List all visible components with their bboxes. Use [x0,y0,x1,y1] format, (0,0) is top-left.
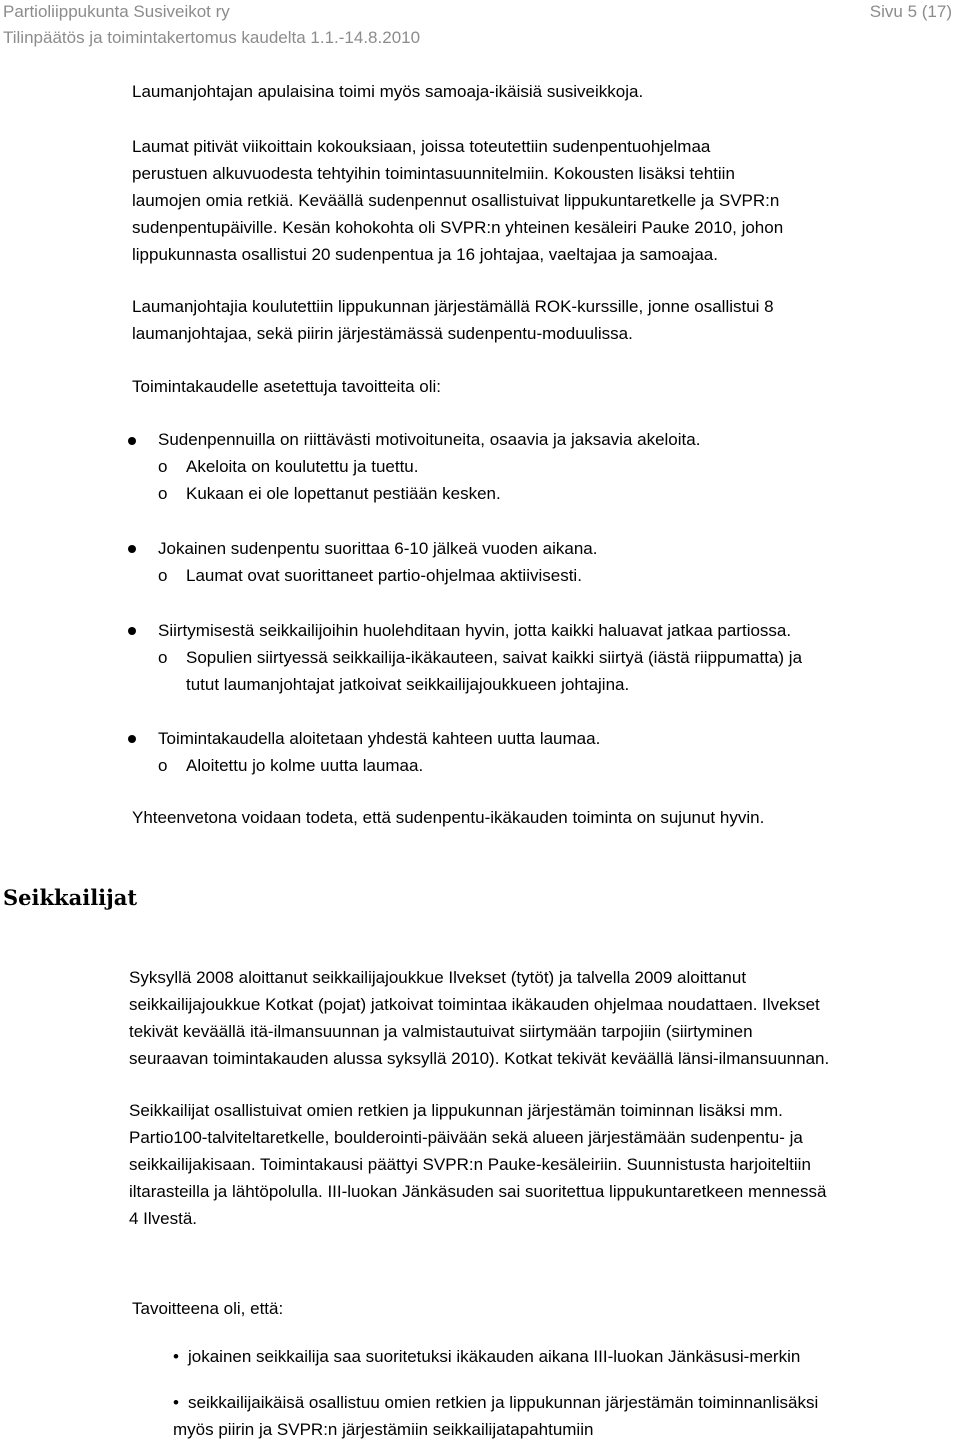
goals-intro: Tavoitteena oli, että: [132,1299,284,1318]
header-page-number: Sivu 5 (17) [869,2,952,21]
sub-item-text: Sopulien siirtyessä seikkailija-ikäkauteen, saivat kaikki siirtyä (iästä riippumatta) ja [186,648,803,667]
summary-text: Yhteenvetona voidaan todeta, että sudenpentu-ikäkauden toiminta on sujunut hyvin. [132,808,765,827]
text-line: Partio100-talviteltaretkelle, boulderointi-päivään sekä alueen järjestämään sudenpentu- ja [129,1128,803,1147]
text-line: Laumanjohtajia koulutettiin lippukunnan järjestämällä ROK-kurssille, jonne osallistui 8 [132,297,774,316]
text-line: laumojen omia retkiä. Keväällä sudenpennut osallistuivat lippukuntaretkelle ja SVPR:n [132,191,780,210]
list-item-text: myös piirin ja SVPR:n järjestämiin seikkailijatapahtumiin [173,1420,594,1439]
sub-item-text: Kukaan ei ole lopettanut pestiään kesken. [186,484,501,503]
list-item-text: jokainen seikkailija saa suoritetuksi ikäkauden aikana III-luokan Jänkäsusi-merkin [188,1347,801,1366]
text-line: Laumat pitivät viikoittain kokouksiaan, joissa toteutettiin sudenpentuohjelmaa [132,137,711,156]
section-heading: Seikkailijat [3,885,138,910]
header-organization: Partioliippukunta Susiveikot ry [3,2,230,21]
text-line: 4 Ilvestä. [129,1209,198,1228]
text-line: lippukunnasta osallistui 20 sudenpentua ja 16 johtajaa, vaeltajaa ja samoajaa. [132,245,718,264]
sub-marker: o [158,566,168,585]
bullet-icon [128,545,136,553]
text-line: Seikkailijat osallistuivat omien retkien ja lippukunnan järjestämän toiminnan lisäksi mm. [129,1101,783,1120]
text-line: Syksyllä 2008 aloittanut seikkailijajoukkue Ilvekset (tytöt) ja talvella 2009 aloittanut [129,968,747,987]
text-line: sudenpentupäiville. Kesän kohokohta oli SVPR:n yhteinen kesäleiri Pauke 2010, johon [132,218,784,237]
bullet-icon [128,627,136,635]
sub-item-text: tutut laumanjohtajat jatkoivat seikkailijajoukkueen johtajina. [186,675,630,694]
goals-intro: Toimintakaudelle asetettuja tavoitteita oli: [132,377,442,396]
bullet-icon [128,437,136,445]
paragraph-assistants: Laumanjohtajan apulaisina toimi myös samoaja-ikäisiä susiveikkoja. [132,82,644,101]
list-item-text: seikkailijaikäisä osallistuu omien retkien ja lippukunnan järjestämän toiminnanlisäksi [188,1393,819,1412]
text-line: seikkailijajoukkue Kotkat (pojat) jatkoivat toimintaa ikäkauden ohjelmaa noudattaen. Ilvekset [129,995,820,1014]
text-line: seikkailijakisaan. Toimintakausi päättyi SVPR:n Pauke-kesäleiriin. Suunnistusta harjoiteltiin [129,1155,811,1174]
list-item-text: Siirtymisestä seikkailijoihin huolehditaan hyvin, jotta kaikki haluavat jatkaa partiossa. [158,621,792,640]
text-line: seuraavan toimintakauden alussa syksyllä 2010). Kotkat tekivät keväällä länsi-ilmansuunnan. [129,1049,830,1068]
sub-marker: o [158,756,168,775]
sub-item-text: Laumat ovat suorittaneet partio-ohjelmaa aktiivisesti. [186,566,582,585]
sub-marker: o [158,484,168,503]
sub-item-text: Aloitettu jo kolme uutta laumaa. [186,756,424,775]
text-line: laumanjohtajaa, sekä piirin järjestämässä sudenpentu-moduulissa. [132,324,633,343]
text-line: perustuen alkuvuodesta tehtyihin toimintasuunnitelmiin. Kokousten lisäksi tehtiin [132,164,735,183]
bullet-icon [128,735,136,743]
text-line: iltarasteilla ja lähtöpolulla. III-luokan Jänkäsuden sai suoritettua lippukuntaretkeen mennessä [129,1182,827,1201]
list-item-text: Sudenpennuilla on riittävästi motivoituneita, osaavia ja jaksavia akeloita. [158,430,701,449]
text-line: tekivät keväällä itä-ilmansuunnan ja valmistautuivat siirtymään tarpojiin (siirtyminen [129,1022,753,1041]
sub-marker: o [158,457,168,476]
list-item-text: Toimintakaudella aloitetaan yhdestä kahteen uutta laumaa. [158,729,601,748]
bullet-icon: • [173,1347,179,1366]
bullet-icon: • [173,1393,179,1412]
header-subtitle: Tilinpäätös ja toimintakertomus kaudelta 1.1.-14.8.2010 [3,28,421,47]
sub-marker: o [158,648,168,667]
sub-item-text: Akeloita on koulutettu ja tuettu. [186,457,419,476]
list-item-text: Jokainen sudenpentu suorittaa 6-10 jälkeä vuoden aikana. [158,539,598,558]
